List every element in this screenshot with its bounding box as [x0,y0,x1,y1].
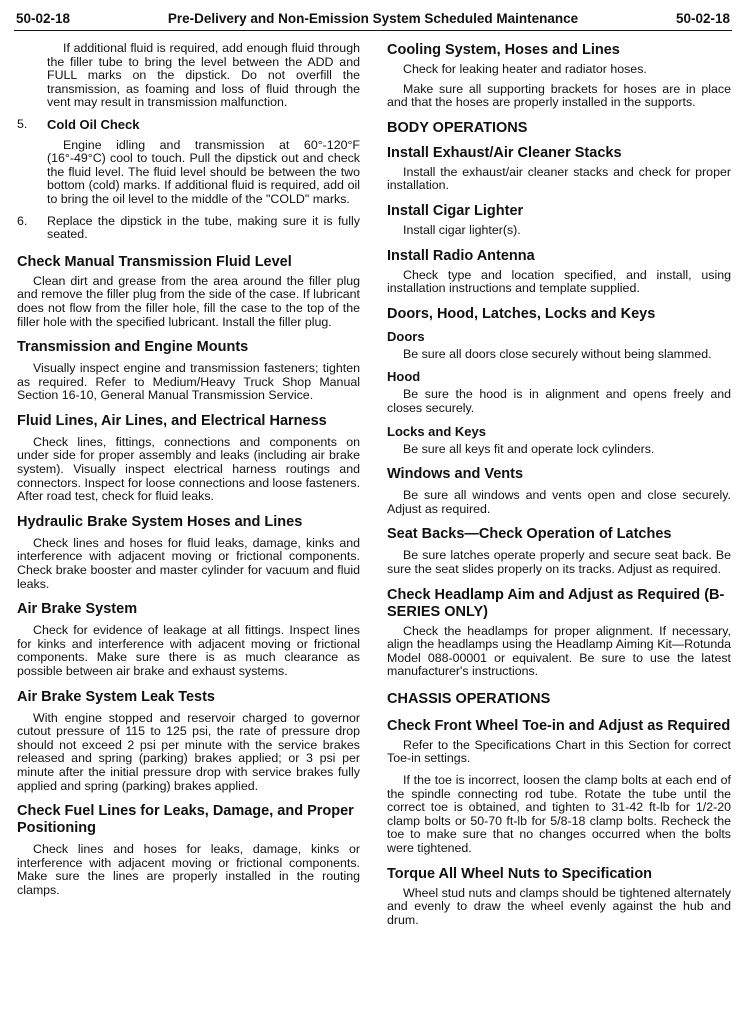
section-paragraph: Check lines and hoses for fluid leaks, damage, kinks and interference with adjacent moving or frictional components. Check brake booster and master cylinder for vacuum and fluid leaks. [17,535,360,591]
subsection-heading: Locks and Keys [387,423,486,439]
page-title: Pre-Delivery and Non-Emission System Scheduled Maintenance [167,11,579,26]
section-paragraph: Be sure latches operate properly and secure seat back. Be sure the seat slides properly on its tracks. Adjust as required. [387,548,731,576]
section-heading: Seat Backs—Check Operation of Latches [387,526,672,543]
section-heading: Check Manual Transmission Fluid Level [17,253,292,270]
section-paragraph: Wheel stud nuts and clamps should be tightened alternately and evenly to draw the wheel evenly against the hub and drum. [387,885,731,927]
left-column [17,42,360,898]
section-heading: Torque All Wheel Nuts to Specification [387,865,653,882]
section-paragraph: Check for leaking heater and radiator hoses. [403,62,647,76]
subsection-heading: Doors [387,328,425,344]
step-6 [17,215,360,242]
section-paragraph: Be sure all windows and vents open and close securely. Adjust as required. [387,488,731,516]
step-6-number: 6. [17,213,28,228]
section-heading: Air Brake System [17,601,138,618]
section-paragraph: Be sure all keys fit and operate lock cylinders. [403,441,655,456]
step-5-title: Cold Oil Check [47,116,140,132]
section-heading: Hydraulic Brake System Hoses and Lines [17,513,303,530]
major-heading: CHASSIS OPERATIONS [387,690,551,707]
right-column [387,42,731,927]
section-heading: Air Brake System Leak Tests [17,688,216,705]
section-paragraph: Be sure all doors close securely without being slammed. [403,346,712,361]
section-paragraph: If the toe is incorrect, loosen the clamp bolts at each end of the spindle connecting rod tube. Rotate the tube until the correct toe is obtained, and tighten to 31-42 ft-lb for 1/2-20 clamp bolts or 50-70 ft-lb for 5/8-18 clamp bolts. Recheck the toe to make sure that no changes occurred when the bolts were tightened. [387,773,731,856]
section-heading: Check Fuel Lines for Leaks, Damage, and Proper Positioning [17,803,354,837]
step-5-text: Engine idling and transmission at 60°-120°F (16°-49°C) cool to touch. Pull the dipstick out and check the fluid level. The fluid level should be between the two bottom (cold) marks. If additional fluid is required, add oil to bring the oil level to the middle of the "COLD" marks. [47,137,360,206]
section-paragraph: Install cigar lighter(s). [403,222,521,237]
section-paragraph: Check type and location specified, and install, using installation instructions and template supplied. [387,267,731,296]
page-number-right: 50-02-18 [675,11,730,26]
section-paragraph: With engine stopped and reservoir charged to governor cutout pressure of 115 to 125 psi, the rate of pressure drop should not exceed 2 psi per minute with the service brakes released and spring (parking) brakes applied; or 3 psi per minute after the initial pressure drop with service brakes fully applied and spring (parking) brakes applied. [17,710,360,793]
section-heading: Cooling System, Hoses and Lines [387,42,620,58]
section-heading: Fluid Lines, Air Lines, and Electrical Harness [17,412,327,429]
section-paragraph: Visually inspect engine and transmission fasteners; tighten as required. Refer to Medium/Heavy Truck Shop Manual Section 16-10, General Manual Transmission Service. [17,361,360,403]
section-paragraph: Be sure the hood is in alignment and opens freely and closes securely. [387,387,731,415]
major-heading: BODY OPERATIONS [387,119,528,136]
section-heading: Check Headlamp Aim and Adjust as Required (B-SERIES ONLY) [387,586,725,620]
section-heading: Windows and Vents [387,466,524,483]
section-paragraph: Check lines, fittings, connections and components on under side for proper assembly and leaks (including air brake system). Visually inspect electrical harness routings and connectors. Inspect for loose connections and loose fasteners. After road test, check for fluid leaks. [17,434,361,504]
section-heading: Transmission and Engine Mounts [17,339,249,356]
section-heading: Doors, Hood, Latches, Locks and Keys [387,305,656,322]
subsection-heading: Hood [387,369,421,385]
section-paragraph: Clean dirt and grease from the area around the filler plug and remove the filler plug from the side of the case. If lubricant does not flow from the filler hole, fill the case to the top of the filler hole with the specified lubricant. Install the filler plug. [17,273,360,329]
section-paragraph: Check for evidence of leakage at all fittings. Inspect lines for kinks and interference with adjacent moving or frictional components. Make sure there is as much clearance as possible between air brake and exhaust systems. [17,623,360,678]
section-heading: Check Front Wheel Toe-in and Adjust as Required [387,717,731,734]
section-paragraph: Refer to the Specifications Chart in this Section for correct Toe-in settings. [387,737,731,766]
step-6-text: Replace the dipstick in the tube, making sure it is fully seated. [47,213,360,242]
section-paragraph: Install the exhaust/air cleaner stacks and check for proper installation. [387,164,731,193]
section-heading: Install Exhaust/Air Cleaner Stacks [387,144,622,161]
section-paragraph: Check lines and hoses for leaks, damage, kinks or interference with adjacent moving or frictional components. Make sure the lines are properly installed in the routing clamps. [17,842,360,897]
section-heading: Install Radio Antenna [387,247,535,264]
step-5 [17,118,360,133]
section-paragraph: Check the headlamps for proper alignment. If necessary, align the headlamps using the Headlamp Aiming Kit—Rotunda Model 088-00001 or equivalent. Be sure to use the latest manufacturer's instructions. [387,623,731,679]
page-header [14,8,732,31]
page-number-left: 50-02-18 [16,11,71,26]
section-paragraph: Make sure all supporting brackets for hoses are in place and that the hoses are properly installed in the supports. [387,81,731,110]
transmission-fluid-intro: If additional fluid is required, add enough fluid through the filler tube to bring the level between the ADD and FULL marks on the dipstick. Do not overfill the transmission, as foaming and loss of fluid through the vent may result in transmission malfunction. [47,41,360,110]
step-5-number: 5. [17,116,28,131]
section-heading: Install Cigar Lighter [387,202,524,219]
